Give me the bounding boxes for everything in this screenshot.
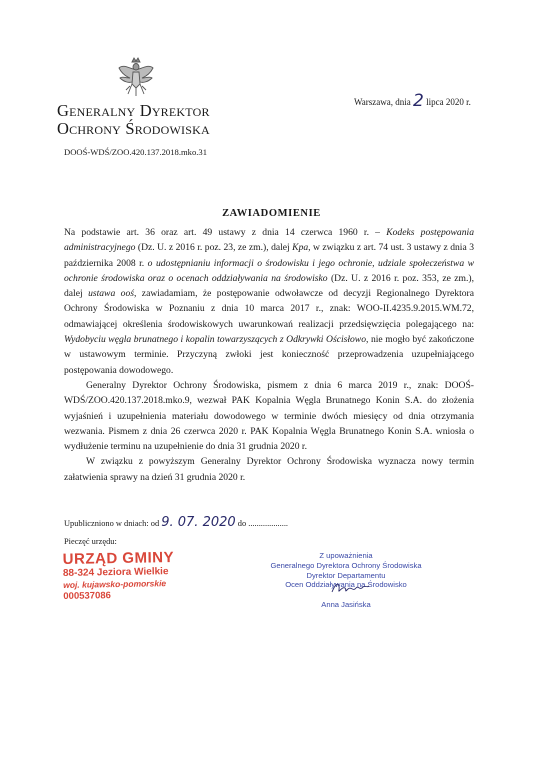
office-stamp-line2: 88-324 Jeziora Wielkie <box>62 566 169 579</box>
authorization-stamp <box>262 551 430 610</box>
paragraph-1-italic: Kodeks postępowania administracyjnego <box>64 227 474 254</box>
case-number: DOOŚ-WDŚ/ZOO.420.137.2018.mko.31 <box>64 147 207 157</box>
authorization-stamp-line3: Dyrektor Departamentu <box>306 570 386 580</box>
paragraph-1-italic: Kpa <box>292 242 309 254</box>
authorization-stamp-line4: Ocen Oddziaływania na Środowisko <box>285 580 407 590</box>
paragraph-1-text: , w związku z art. 74 ust. 3 ustawy z dnia 3 października 2008 r. <box>64 242 474 269</box>
document-date <box>354 90 471 110</box>
paragraph-1-italic: ustawa ooś <box>88 288 134 300</box>
date-suffix: lipca 2020 r. <box>426 97 471 107</box>
office-stamp-line3: woj. kujawsko-pomorskie <box>63 577 167 590</box>
paragraph-1 <box>64 225 474 378</box>
polish-eagle-emblem-icon <box>116 56 156 100</box>
organization-name-line2: Ochrony Środowiska <box>57 119 210 138</box>
authorization-stamp-line1: Z upoważnienia <box>319 551 373 560</box>
paragraph-1-text: , zawiadamiam, że postępowanie odwoławcze od decyzji Regionalnego Dyrektora Ochrony Środowiska w Poznaniu z dnia 10 marca 2017 r., znak: WOO-II.4235.9.2015.WM.72, odmawiającej określenia środowiskowych uwarunkowań realizacji przedsięwzięcia polegającego na: <box>64 288 475 330</box>
document-body <box>64 225 474 485</box>
paragraph-1-italic: Wydobyciu węgla brunatnego i kopalin towarzyszących z Odkrywki Ościsłowo <box>64 334 367 346</box>
published-date-handwritten: 9. 07. 2020 <box>161 515 236 530</box>
published-to: do ................... <box>237 519 289 528</box>
paragraph-1-text: (Dz. U. z 2016 r. poz. 353, ze zm.), dalej <box>64 272 474 300</box>
authorization-stamp-line5: Anna Jasińska <box>321 600 371 610</box>
paragraph-1-text: Na podstawie art. 36 oraz art. 49 ustawy z dnia 14 czerwca 1960 r. – <box>64 227 387 238</box>
office-stamp <box>63 549 175 602</box>
published-label: Upubliczniono w dniach: od <box>64 519 160 528</box>
handwritten-signature-icon <box>330 580 370 596</box>
office-stamp-line4: 000537086 <box>63 590 112 602</box>
organization-name-line1: Generalny Dyrektor <box>57 101 210 120</box>
paragraph-1-text: (Dz. U. z 2016 r. poz. 23, ze zm.), dalej <box>135 242 293 254</box>
paragraph-3: W związku z powyższym Generalny Dyrektor Ochrony Środowiska wyznacza nowy termin załatwienia sprawy na dzień 31 grudnia 2020 r. <box>64 456 474 483</box>
paragraph-2: Generalny Dyrektor Ochrony Środowiska, pismem z dnia 6 marca 2019 r., znak: DOOŚ-WDŚ/ZOO.420.137.2018.mko.9, wezwał PAK Kopalnia Węgla Brunatnego Konin S.A. do złożenia wyjaśnień i uzupełnienia materiału dowodowego w terminie dwóch miesięcy od dnia otrzymania wezwania. Pismem z dnia 26 czerwca 2020 r. PAK Kopalnia Węgla Brunatnego Konin S.A. wniosła o wydłużenie terminu na uzupełnienie do dnia 31 grudnia 2020 r. <box>64 379 474 453</box>
paragraph-1-italic: o udostępnianiu informacji o środowisku i jego ochronie, udziale społeczeństwa w ochronie środowiska oraz o ocenach oddziaływania na środowisko <box>64 257 474 284</box>
date-prefix: Warszawa, dnia <box>354 97 411 107</box>
publication-dates <box>64 515 288 530</box>
office-stamp-line1: URZĄD GMINY <box>62 549 175 568</box>
organization-name <box>57 102 210 138</box>
document-title: ZAWIADOMIENIE <box>222 208 321 219</box>
paragraph-1-text: , nie mogło być zakończone w ustawowym terminie. Przyczyną zwłoki jest konieczność przeprowadzenia uzupełniającego postępowania dowodowego. <box>64 334 475 376</box>
seal-label: Pieczęć urzędu: <box>64 537 117 546</box>
date-day-handwritten: 2 <box>413 91 424 111</box>
authorization-stamp-line2: Generalnego Dyrektora Ochrony Środowiska <box>270 560 422 570</box>
